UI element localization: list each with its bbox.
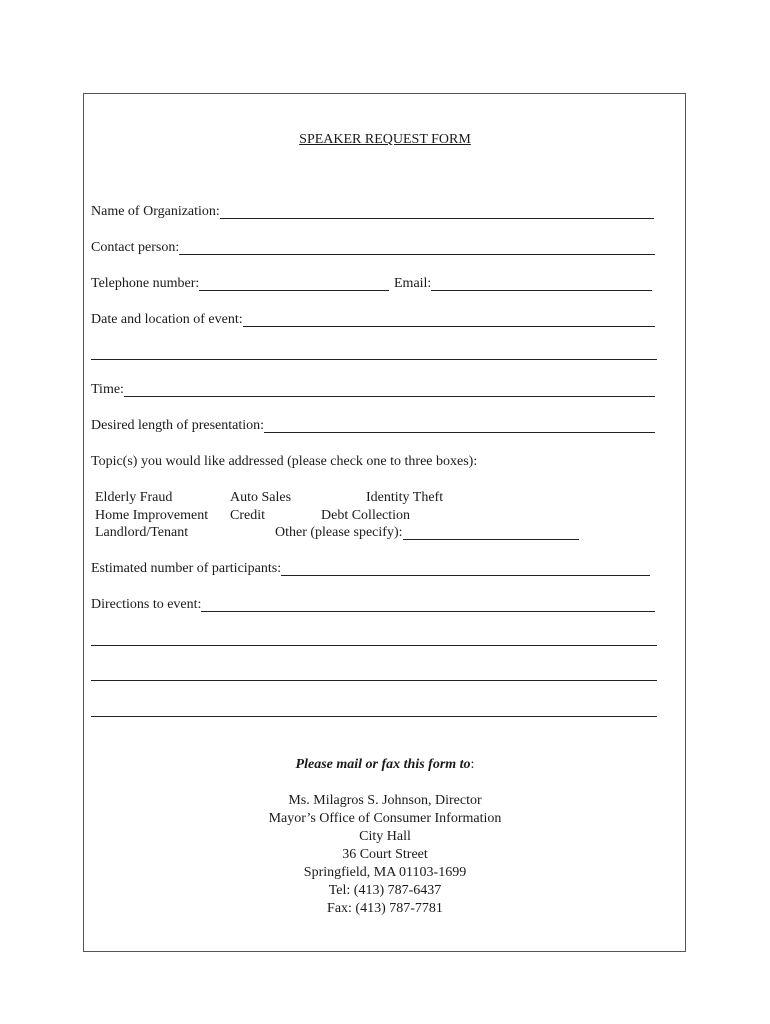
contact-field[interactable] — [91, 239, 655, 257]
mail-line-city: Springfield, MA 01103-1699 — [303, 865, 467, 880]
directions-field[interactable] — [91, 596, 655, 614]
date-location-field[interactable] — [91, 311, 655, 329]
participants-field[interactable] — [91, 560, 650, 578]
participants-label: Estimated number of participants: — [91, 561, 282, 576]
topic-other-line[interactable] — [403, 526, 580, 540]
topic-elderly-fraud[interactable]: Elderly Fraud — [95, 490, 173, 505]
form-title: SPEAKER REQUEST FORM — [299, 132, 471, 147]
topic-identity-theft[interactable]: Identity Theft — [366, 490, 444, 505]
date-location-line-2[interactable] — [91, 359, 657, 360]
topic-other-field[interactable] — [275, 524, 579, 542]
length-label: Desired length of presentation: — [91, 418, 265, 433]
mail-heading-text: Please mail or fax this form to — [295, 757, 471, 772]
topics-label: Topic(s) you would like addressed (please check one to three boxes): — [91, 454, 478, 469]
contact-line[interactable] — [179, 241, 655, 255]
organization-label: Name of Organization: — [91, 204, 220, 219]
mail-line-director: Ms. Milagros S. Johnson, Director — [288, 793, 482, 808]
mail-heading — [0, 756, 770, 774]
email-label: Email: — [394, 276, 432, 291]
time-label: Time: — [91, 382, 124, 397]
telephone-field[interactable] — [91, 275, 389, 293]
organization-line[interactable] — [220, 205, 654, 219]
directions-line-3[interactable] — [91, 680, 657, 681]
directions-line[interactable] — [201, 598, 655, 612]
topic-auto-sales[interactable]: Auto Sales — [230, 490, 292, 505]
time-field[interactable] — [91, 381, 655, 399]
mail-line-office: Mayor’s Office of Consumer Information — [268, 811, 502, 826]
telephone-label: Telephone number: — [91, 276, 200, 291]
topic-credit[interactable]: Credit — [230, 508, 265, 523]
topic-landlord-tenant[interactable]: Landlord/Tenant — [95, 525, 189, 540]
time-line[interactable] — [124, 383, 655, 397]
topic-debt-collection[interactable]: Debt Collection — [321, 508, 411, 523]
contact-label: Contact person: — [91, 240, 180, 255]
mail-line-street: 36 Court Street — [342, 847, 428, 862]
organization-field[interactable] — [91, 203, 654, 221]
topic-home-improvement[interactable]: Home Improvement — [95, 508, 209, 523]
date-location-line[interactable] — [243, 313, 655, 327]
email-line[interactable] — [431, 277, 652, 291]
length-field[interactable] — [91, 417, 655, 435]
participants-line[interactable] — [281, 562, 650, 576]
telephone-line[interactable] — [199, 277, 389, 291]
length-line[interactable] — [264, 419, 655, 433]
mail-address-block — [0, 792, 770, 918]
directions-line-4[interactable] — [91, 716, 657, 717]
mail-heading-colon: : — [470, 757, 475, 772]
mail-line-city-hall: City Hall — [359, 829, 411, 844]
directions-label: Directions to event: — [91, 597, 202, 612]
email-field[interactable] — [394, 275, 652, 293]
topic-other-label: Other (please specify): — [275, 525, 403, 540]
directions-line-2[interactable] — [91, 645, 657, 646]
mail-line-fax: Fax: (413) 787-7781 — [327, 901, 443, 916]
mail-line-tel: Tel: (413) 787-6437 — [328, 883, 442, 898]
date-location-label: Date and location of event: — [91, 312, 243, 327]
